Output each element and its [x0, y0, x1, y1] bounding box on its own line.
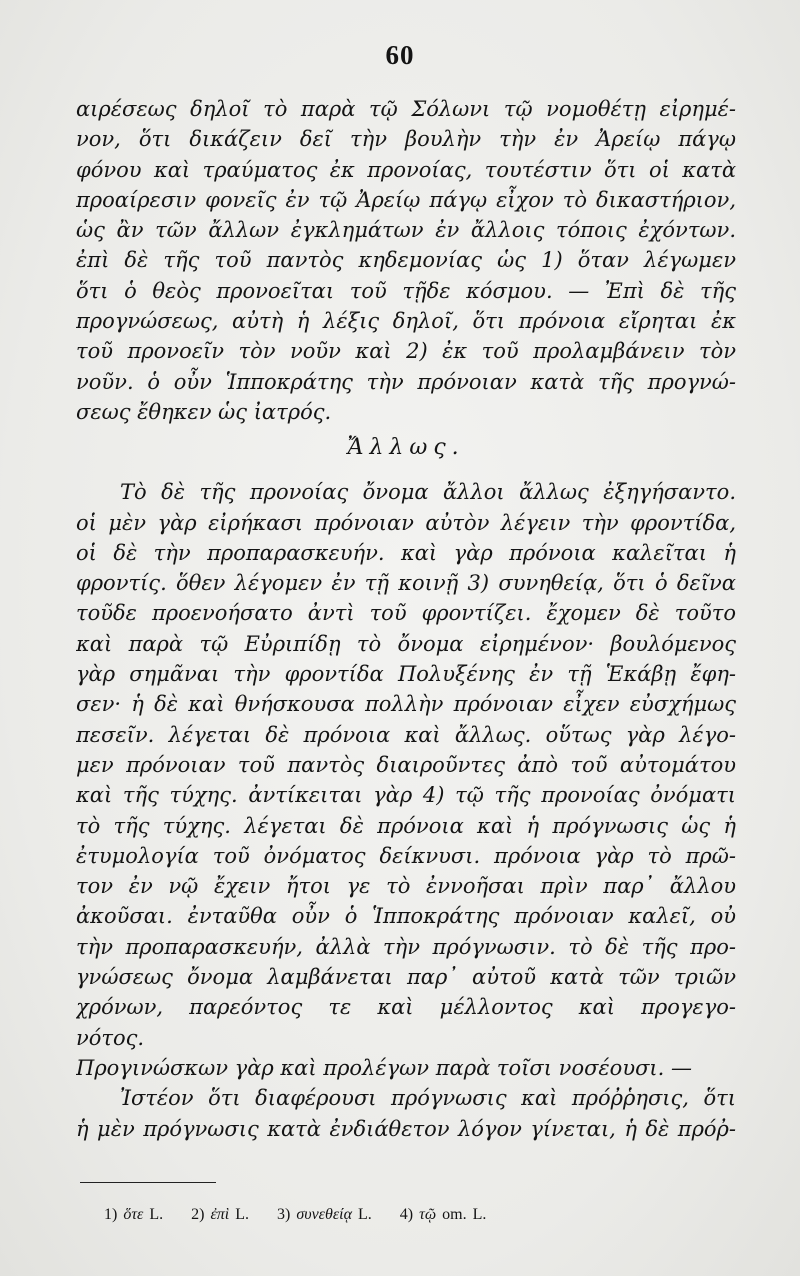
text-line: τοῦ προνοεῖν τὸν νοῦν καὶ 2) ἐκ τοῦ προλαμβάνειν τὸν: [76, 339, 736, 364]
text-line: φροντίς. ὅθεν λέγομεν ἐν τῇ κοινῇ 3) συνηθείᾳ, ὅτι ὁ δεῖνα: [76, 571, 736, 596]
section-heading: Ἄλλως.: [347, 435, 465, 461]
text-line: ὡς ἂν τῶν ἄλλων ἐγκλημάτων ἐν ἄλλοις τόποις ἐχόντων.: [76, 218, 736, 243]
text-line: τον ἐν νῷ ἔχειν ἤτοι γε τὸ ἐννοῆσαι πρὶν παρ᾽ ἄλλου: [76, 874, 736, 899]
text-line: γνώσεως ὄνομα λαμβάνεται παρ᾽ αὐτοῦ κατὰ τῶν τριῶν: [76, 965, 736, 990]
text-line: μεν πρόνοιαν τοῦ παντὸς διαιροῦντες ἀπὸ τοῦ αὐτομάτου: [76, 752, 736, 777]
text-line: οἱ μὲν γὰρ εἰρήκασι πρόνοιαν αὐτὸν λέγειν τὴν φροντίδα,: [76, 510, 736, 535]
text-line: νον, ὅτι δικάζειν δεῖ τὴν βουλὴν τὴν ἐν Ἀρείῳ πάγῳ: [76, 127, 736, 152]
footnote: [104, 1206, 163, 1223]
text-line: νότος.: [76, 1025, 145, 1050]
footnote: [400, 1206, 487, 1223]
text-line: χρόνων, παρεόντος τε καὶ μέλλοντος καὶ προγεγο-: [76, 995, 736, 1020]
text-line: ὅτι ὁ θεὸς προνοεῖται τοῦ τῇδε κόσμου. — Ἐπὶ δὲ τῆς: [76, 278, 736, 303]
text-line: καὶ παρὰ τῷ Εὐριπίδῃ τὸ ὄνομα εἰρημένον· βουλόμενος: [76, 631, 736, 656]
text-line: Ἰστέον ὅτι διαφέρουσι πρόγνωσις καὶ πρόῤῥησις, ὅτι: [120, 1086, 736, 1111]
text-line: Τὸ δὲ τῆς προνοίας ὄνομα ἄλλοι ἄλλως ἐξηγήσαντο.: [120, 480, 736, 505]
text-line: προαίρεσιν φονεῖς ἐν τῷ Ἀρείῳ πάγῳ εἶχον τὸ δικαστήριον,: [76, 187, 736, 212]
footnote-number: 1): [104, 1206, 118, 1223]
footnote-number: 2): [191, 1206, 205, 1223]
text-line: ἡ μὲν πρόγνωσις κατὰ ἐνδιάθετον λόγον γίνεται, ἡ δὲ πρόῤ-: [76, 1116, 736, 1141]
text-line: ἐπὶ δὲ τῆς τοῦ παντὸς κηδεμονίας ὡς 1) ὅταν λέγωμεν: [76, 248, 736, 273]
quotation-line: Προγινώσκων γὰρ καὶ προλέγων παρὰ τοῖσι νοσέουσι. —: [76, 1055, 693, 1080]
page-number: 60: [385, 40, 415, 70]
footnote-number: 3): [277, 1206, 291, 1223]
footnote-source: L.: [235, 1206, 250, 1223]
footnote-source: L.: [358, 1206, 372, 1223]
footnote-word: ὅτε: [123, 1206, 144, 1223]
text-line: τοῦδε προενοήσατο ἀντὶ τοῦ φροντίζει. ἔχομεν δὲ τοῦτο: [76, 601, 736, 626]
text-line: νοῦν. ὁ οὖν Ἱπποκράτης τὴν πρόνοιαν κατὰ τῆς προγνώ-: [76, 369, 736, 394]
text-line: φόνου καὶ τραύματος ἐκ προνοίας, τουτέστιν ὅτι οἱ κατὰ: [76, 157, 736, 182]
text-line: ἀκοῦσαι. ἐνταῦθα οὖν ὁ Ἱπποκράτης πρόνοιαν καλεῖ, οὐ: [76, 904, 736, 929]
footnote-number: 4): [399, 1206, 414, 1223]
footnotes: [104, 1206, 704, 1224]
footnote: [191, 1206, 249, 1223]
footnote-source: om. L.: [442, 1206, 487, 1223]
text-line: οἱ δὲ τὴν προπαρασκευήν. καὶ γὰρ πρόνοια καλεῖται ἡ: [76, 540, 736, 565]
body-text: [76, 94, 736, 1144]
footnote-word: τῷ: [419, 1206, 437, 1223]
footnote-divider: [80, 1182, 216, 1183]
text-line: γὰρ σημᾶναι τὴν φροντίδα Πολυξένης ἐν τῇ Ἑκάβῃ ἔφη-: [76, 662, 736, 687]
text-line: πεσεῖν. λέγεται δὲ πρόνοια καὶ ἄλλως. οὕτως γὰρ λέγο-: [76, 722, 736, 747]
text-line: σεν· ἡ δὲ καὶ θνήσκουσα πολλὴν πρόνοιαν εἶχεν εὐσχήμως: [76, 692, 736, 717]
footnote-word: ἐπὶ: [210, 1206, 230, 1223]
text-line: ἐτυμολογία τοῦ ὀνόματος δείκνυσι. πρόνοια γὰρ τὸ πρῶ-: [76, 843, 736, 868]
text-line: τὴν προπαρασκευήν, ἀλλὰ τὴν πρόγνωσιν. τὸ δὲ τῆς προ-: [76, 934, 736, 959]
text-line: αιρέσεως δηλοῖ τὸ παρὰ τῷ Σόλωνι τῷ νομοθέτῃ εἰρημέ-: [76, 97, 736, 121]
footnote-word: συνεθείᾳ: [296, 1206, 352, 1223]
text-line: προγνώσεως, αὐτὴ ἡ λέξις δηλοῖ, ὅτι πρόνοια εἴρηται ἐκ: [76, 309, 736, 334]
footnote: [277, 1206, 372, 1223]
text-line: τὸ τῆς τύχης. λέγεται δὲ πρόνοια καὶ ἡ πρόγνωσις ὡς ἡ: [76, 813, 736, 838]
footnote-source: L.: [149, 1206, 164, 1223]
text-line: σεως ἔθηκεν ὡς ἰατρός.: [76, 399, 332, 424]
text-line: καὶ τῆς τύχης. ἀντίκειται γὰρ 4) τῷ τῆς προνοίας ὀνόματι: [76, 783, 736, 808]
